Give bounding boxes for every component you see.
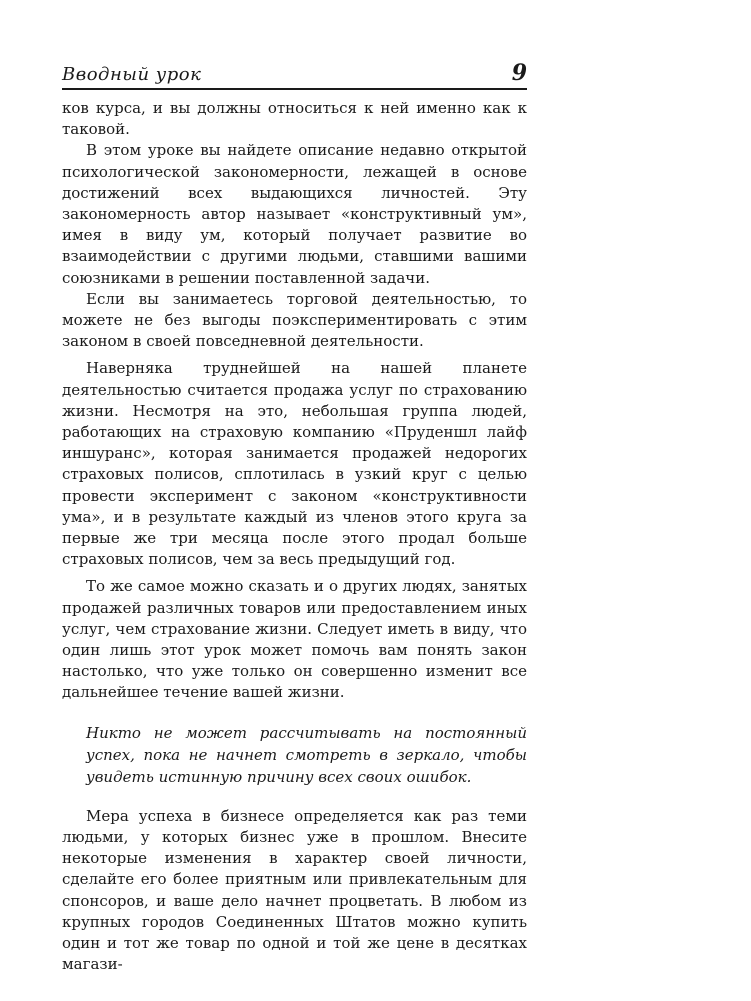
epigraph-quote: Никто не может рассчитывать на постоянный успех, пока не начнет смотреть в зеркало, чтобы увидеть истинную причину всех своих ошибок. xyxy=(86,723,527,786)
paragraph: Мера успеха в бизнесе определяется как раз теми людьми, у которых бизнес уже в прошлом. Внесите некоторые изменения в характер своей личности, сделайте его более приятным или привлекательным для спонсоров, и ваше дело начнет процветать. В любом из крупных городов Соединенных Штатов можно купить один и тот же товар по одной и той же цене в десятках магази- xyxy=(62,806,527,974)
book-page xyxy=(62,58,527,975)
paragraph: Если вы занимаетесь торговой деятельностью, то можете не без выгоды поэкспериментировать с этим законом в своей повседневной деятельности. xyxy=(62,289,527,351)
page-number: 9 xyxy=(511,60,527,86)
paragraph: То же самое можно сказать и о других людях, занятых продажей различных товаров или предоставлением иных услуг, чем страхование жизни. Следует иметь в виду, что один лишь этот урок может помочь вам понять закон настолько, что уже только он совершенно изменит все дальнейшее течение вашей жизни. xyxy=(62,577,527,702)
paragraph: В этом уроке вы найдете описание недавно открытой психологической закономерности, лежащей в основе достижений всех выдающихся личностей. Эту закономерность автор называет «конструктивный ум», имея в виду ум, который получает развитие во взаимодействии с другими людьми, ставшими вашими союзниками в решении поставленной задачи. xyxy=(62,141,527,287)
body-text xyxy=(62,98,527,975)
paragraph: Наверняка труднейшей на нашей планете деятельностью считается продажа услуг по страхованию жизни. Несмотря на это, небольшая группа людей, работающих на страховую компанию «Пруденшл лайф иншуранс», которая занимается продажей недорогих страховых полисов, сплотилась в узкий круг с целью провести эксперимент с законом «конструктивности ума», и в результате каждый из членов этого круга за первые же три месяца после этого продал больше страховых полисов, чем за весь предыдущий год. xyxy=(62,359,527,569)
running-title: Вводный урок xyxy=(62,64,202,85)
page-header xyxy=(62,58,527,90)
paragraph-continuation: ков курса, и вы должны относиться к ней именно как к таковой. xyxy=(62,99,527,139)
